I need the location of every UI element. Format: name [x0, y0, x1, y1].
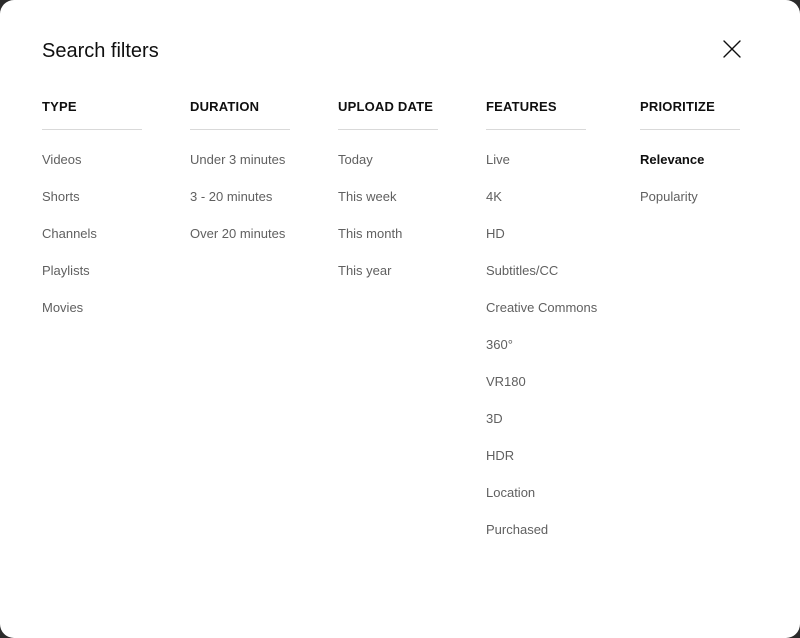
filter-option-over-20-minutes[interactable]: Over 20 minutes [190, 226, 286, 241]
filter-option-subtitles-cc[interactable]: Subtitles/CC [486, 263, 559, 278]
column-divider [640, 129, 740, 130]
column-divider [338, 129, 438, 130]
column-header-prioritize: PRIORITIZE [640, 99, 715, 114]
filter-option-movies[interactable]: Movies [42, 300, 84, 315]
filter-option-this-year[interactable]: This year [338, 263, 392, 278]
column-divider [42, 129, 142, 130]
column-header-type: TYPE [42, 99, 77, 114]
filter-column-upload-date [338, 99, 438, 300]
filter-option-videos[interactable]: Videos [42, 152, 82, 167]
filter-column-prioritize [640, 99, 740, 226]
filter-option-3-20-minutes[interactable]: 3 - 20 minutes [190, 189, 273, 204]
column-divider [486, 129, 586, 130]
dialog-title: Search filters [42, 40, 159, 62]
filter-option-location[interactable]: Location [486, 485, 536, 500]
filter-option-this-month[interactable]: This month [338, 226, 403, 241]
filter-column-features [486, 99, 597, 559]
filter-option-creative-commons[interactable]: Creative Commons [486, 300, 598, 315]
filter-column-duration [190, 99, 290, 263]
column-header-upload-date: UPLOAD DATE [338, 99, 434, 114]
filter-option-relevance[interactable]: Relevance [640, 152, 705, 167]
filter-option-under-3-minutes[interactable]: Under 3 minutes [190, 152, 286, 167]
filter-option-vr180[interactable]: VR180 [486, 374, 526, 389]
column-divider [190, 129, 290, 130]
close-icon [722, 39, 742, 59]
filter-option-popularity[interactable]: Popularity [640, 189, 698, 204]
filter-option-shorts[interactable]: Shorts [42, 189, 80, 204]
column-header-duration: DURATION [190, 99, 260, 114]
filter-option-purchased[interactable]: Purchased [486, 522, 549, 537]
filter-option-this-week[interactable]: This week [338, 189, 397, 204]
filter-option-hdr[interactable]: HDR [486, 448, 515, 463]
column-header-features: FEATURES [486, 99, 557, 114]
filter-option-360[interactable]: 360° [486, 337, 513, 352]
filter-option-channels[interactable]: Channels [42, 226, 97, 241]
filter-option-playlists[interactable]: Playlists [42, 263, 90, 278]
filter-option-live[interactable]: Live [486, 152, 510, 167]
filter-column-type [42, 99, 142, 337]
close-button[interactable] [716, 33, 748, 65]
filter-option-today[interactable]: Today [338, 152, 373, 167]
filter-option-hd[interactable]: HD [486, 226, 505, 241]
filter-option-3d[interactable]: 3D [486, 411, 503, 426]
filter-option-4k[interactable]: 4K [486, 189, 502, 204]
